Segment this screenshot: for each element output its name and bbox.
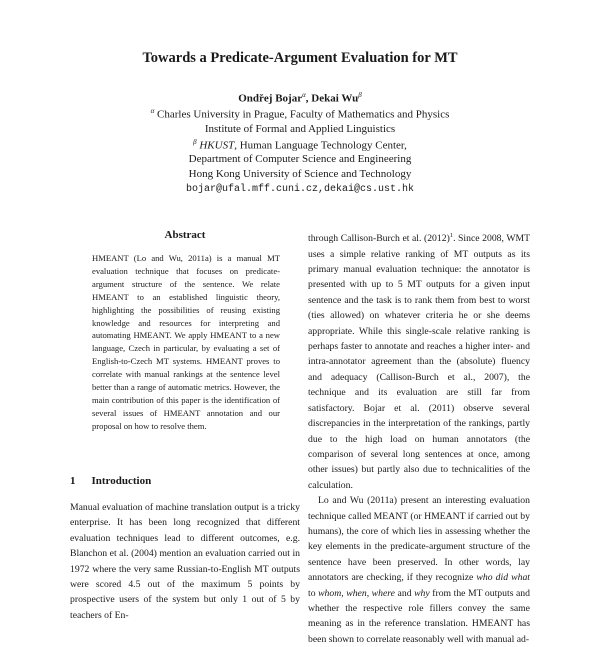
- affiliation-text: , Human Language Technology Center,: [234, 139, 407, 152]
- paper-title: Towards a Predicate-Argument Evaluation for MT: [142, 50, 458, 66]
- affiliation-mark: β: [358, 91, 362, 99]
- footnote-mark[interactable]: 1: [449, 232, 454, 239]
- affiliation-mark: α: [150, 107, 155, 115]
- section-number: 1: [70, 475, 76, 487]
- affiliation-line: Hong Kong University of Science and Technology: [188, 168, 412, 180]
- right-column: [308, 228, 530, 647]
- affiliation-org: HKUST: [196, 139, 235, 152]
- affiliation-line: Institute of Formal and Applied Linguistics: [204, 123, 396, 135]
- author-line: [0, 91, 600, 105]
- author-name: Dekai Wu: [311, 92, 359, 105]
- body-paragraph: Lo and Wu (2011a) present an interesting evaluation technique called MEANT (or HMEANT if carried out by humans), the core of which lies in assessing whether the key elements in the predicate-argument structure of the sentence have been preserved. In other words, lay annotators are checking, if they recognize who did what to whom, when, where and why from the MT outputs and whether the respective role fillers convey the same meaning as in the reference translation. HMEANT has been shown to correlate reasonably well with manual ad-: [308, 495, 530, 645]
- affiliation-line: [0, 138, 600, 152]
- affiliation-line: Department of Computer Science and Engineering: [188, 153, 412, 165]
- section-heading: [70, 475, 167, 487]
- author-name: Ondřej Bojar: [238, 92, 303, 105]
- affiliation-line: [0, 107, 600, 121]
- affiliation-mark: α: [302, 91, 306, 99]
- author-separator: ,: [305, 92, 312, 105]
- affiliation-mark: β: [193, 138, 197, 146]
- abstract-heading: Abstract: [164, 229, 206, 241]
- section-title: Introduction: [91, 475, 152, 487]
- abstract-body: HMEANT (Lo and Wu, 2011a) is a manual MT evaluation technique that focuses on predicate-argument structure of the sentence. We relate HMEANT to an established linguistic theory, highlighting the possibilities of reusing existing knowledge and resources for interpreting and automating HMEANT. We apply HMEANT to a new language, Czech in particular, by evaluating a set of English-to-Czech MT systems. HMEANT proves to correlate with manual rankings at the sentence level better than a range of automatic metrics. However, the main contribution of this paper is the identification of several issues of HMEANT annotation and our proposal on how to resolve them.: [92, 253, 280, 431]
- email-line[interactable]: bojar@ufal.mff.cuni.cz,dekai@cs.ust.hk: [185, 184, 415, 195]
- body-paragraph: through Callison-Burch et al. (2012)$^1$. Since 2008, WMT uses a simple relative ranking of MT outputs as its primary manual evaluation technique: the annotator is presented with up to 5 MT outputs for a given input sentence and the task is to rank them from best to worst (ties allowed) on whatever criteria he or she deems appropriate. While this single-scale relative ranking is perhaps faster to annotate and reaches a higher inter- and intra-annotator agreement than the (absolute) fluency and adequacy (Callison-Burch et al., 2007), the technique and its evaluation are still far from satisfactory. Bojar et al. (2011) observe several discrepancies in the interpretation of the rankings, partly due to the high load on human annotators (the comparison of several long sentences at once, among other issues) but partly also due to technicalities of the calculation.: [308, 232, 530, 491]
- affiliation-text: Charles University in Prague, Faculty of Mathematics and Physics: [154, 108, 450, 121]
- intro-paragraph: Manual evaluation of machine translation output is a tricky enterprise. It has been long recognized that different evaluation techniques lead to different outcomes, e.g. Blanchon et al. (2004) mention an evaluation carried out in 1972 where the very same Russian-to-English MT outputs were scored 4.5 out of the maximum 5 points by prospective users of the system but only 1 out of 5 by teachers of En-: [70, 502, 300, 621]
